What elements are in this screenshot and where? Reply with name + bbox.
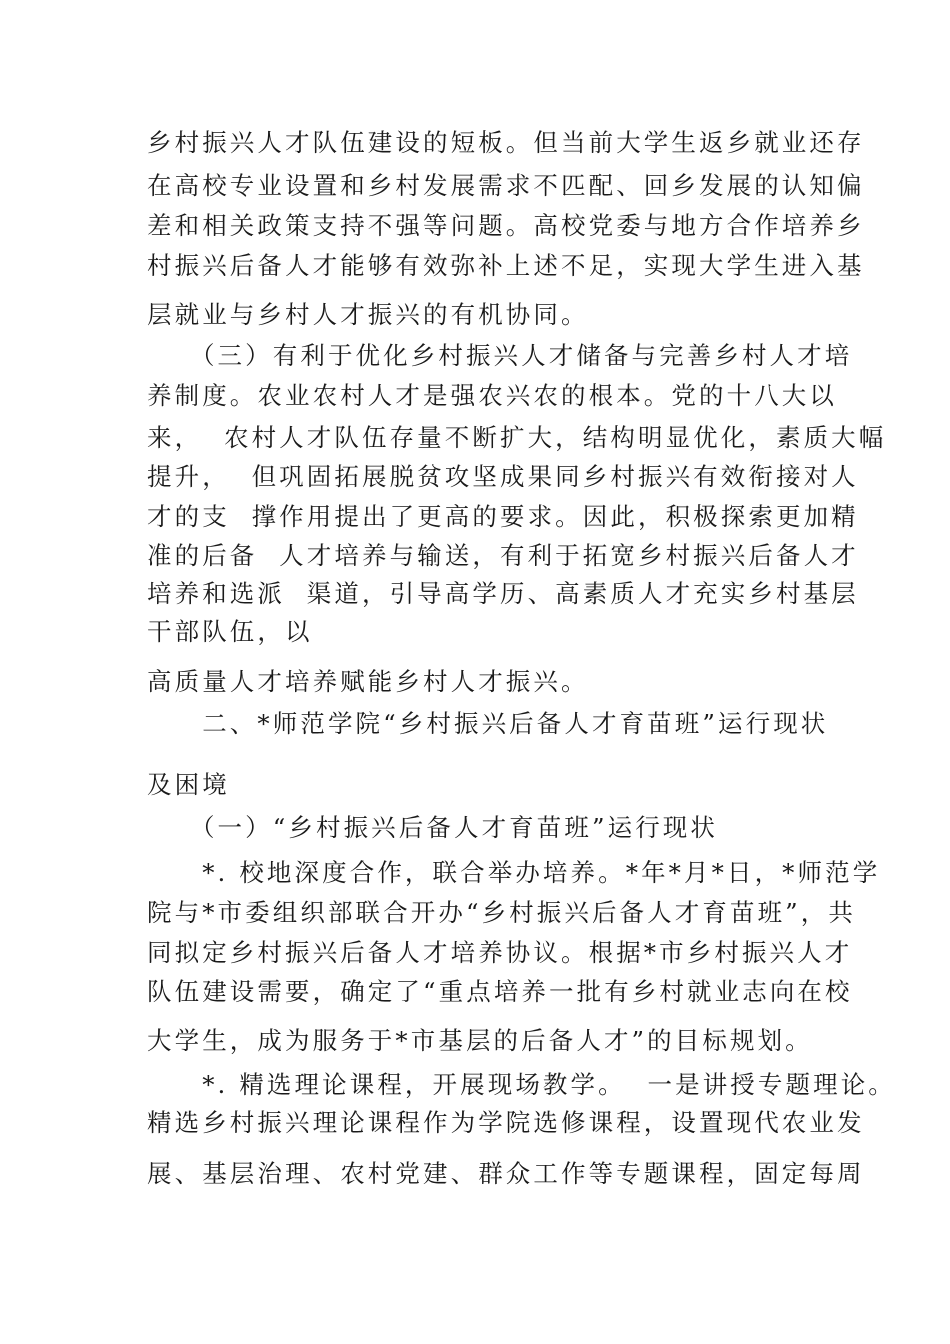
text-line: 大学生，成为服务于*市基层的后备人才”的目标规划。 <box>147 1026 813 1055</box>
text-line: 准的后备 人才培养与输送，有利于拓宽乡村振兴后备人才 <box>147 541 859 570</box>
text-line: 村振兴后备人才能够有效弥补上述不足，实现大学生进入基 <box>147 251 865 280</box>
section-heading: 二、*师范学院“乡村振兴后备人才育苗班”运行现状 <box>147 709 829 738</box>
text-line: 才的支 撑作用提出了更高的要求。因此，积极探索更加精 <box>147 502 859 531</box>
text-line: 同拟定乡村振兴后备人才培养协议。根据*市乡村振兴人才 <box>147 938 853 967</box>
text-line: 队伍建设需要，确定了“重点培养一批有乡村就业志向在校 <box>147 977 853 1006</box>
text-line: 在高校专业设置和乡村发展需求不匹配、回乡发展的认知偏 <box>147 171 865 200</box>
text-line: 来， 农村人才队伍存量不断扩大，结构明显优化，素质大幅 <box>147 423 887 452</box>
text-line: （三）有利于优化乡村振兴人才储备与完善乡村人才培 <box>147 341 853 370</box>
text-line: 养制度。农业农村人才是强农兴农的根本。党的十八大以 <box>147 381 837 410</box>
text-line: 提升， 但巩固拓展脱贫攻坚成果同乡村振兴有效衔接对人 <box>147 462 859 491</box>
text-line: 培养和选派 渠道，引导高学历、高素质人才充实乡村基层 <box>147 579 859 608</box>
text-line: 精选乡村振兴理论课程作为学院选修课程，设置现代农业发 <box>147 1108 865 1137</box>
text-line: 层就业与乡村人才振兴的有机协同。 <box>147 300 589 329</box>
text-line: 乡村振兴人才队伍建设的短板。但当前大学生返乡就业还存 <box>147 128 865 157</box>
text-line: 院与*市委组织部联合开办“乡村振兴后备人才育苗班”，共 <box>147 898 856 927</box>
text-line: 差和相关政策支持不强等问题。高校党委与地方合作培养乡 <box>147 211 865 240</box>
text-line: 高质量人才培养赋能乡村人才振兴。 <box>147 667 589 696</box>
text-line: 干部队伍，以 <box>147 617 313 646</box>
subsection-heading: （一）“乡村振兴后备人才育苗班”运行现状 <box>147 813 718 842</box>
section-heading: 及困境 <box>147 770 230 799</box>
text-line: *. 精选理论课程，开展现场教学。 一是讲授专题理论。 <box>147 1070 896 1099</box>
text-line: 展、基层治理、农村党建、群众工作等专题课程，固定每周 <box>147 1159 865 1188</box>
text-line: *. 校地深度合作，联合举办培养。*年*月*日，*师范学 <box>147 858 881 887</box>
